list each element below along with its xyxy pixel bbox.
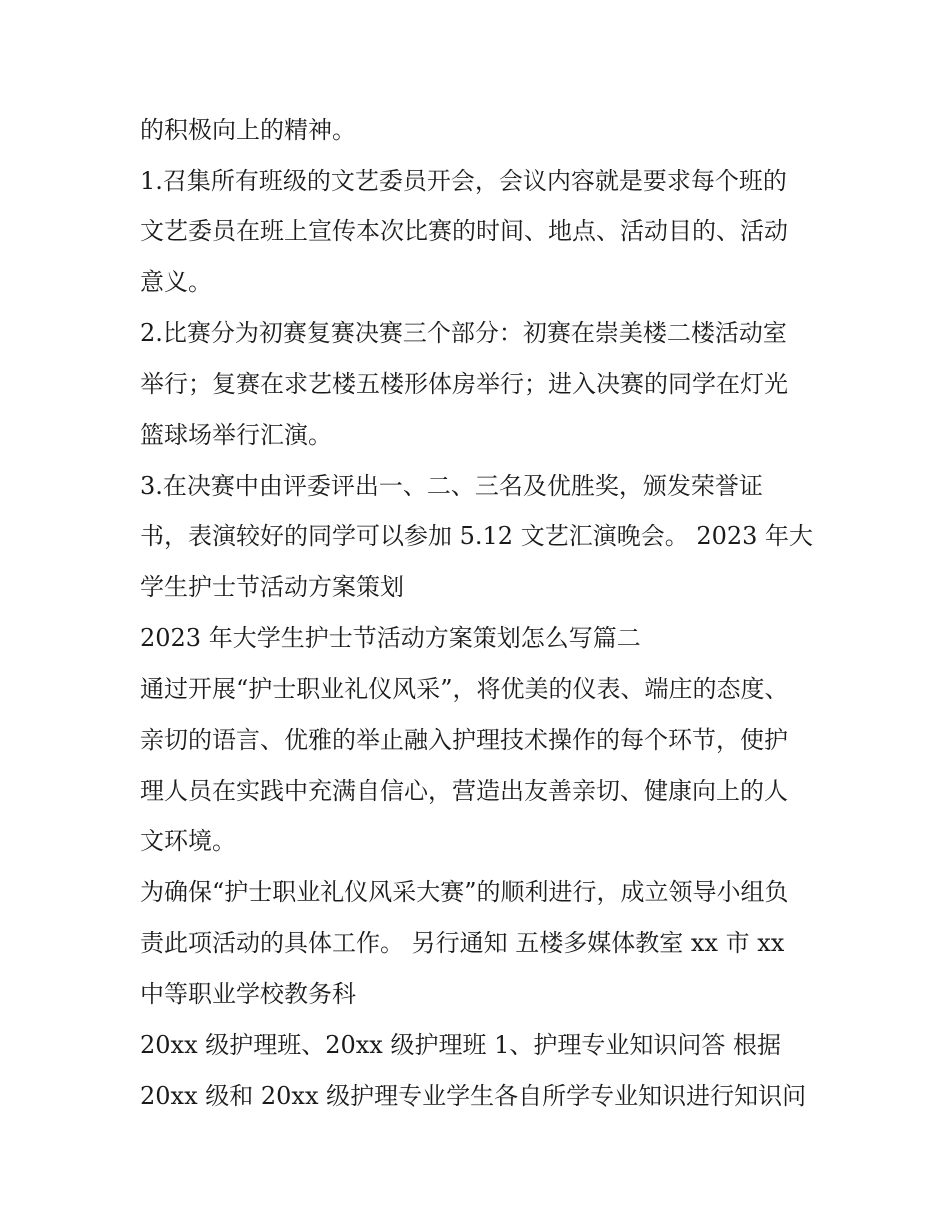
text-line: 为确保“护士职业礼仪风采大赛”的顺利进行，成立领导小组负 <box>140 878 789 906</box>
text-line: 文环境。 <box>140 827 236 855</box>
text-line: 2023 年大学生护士节活动方案策划怎么写篇二 <box>140 624 641 652</box>
text-line: 亲切的语言、优雅的举止融入护理技术操作的每个环节，使护 <box>140 726 788 754</box>
text-line: 通过开展“护士职业礼仪风采”，将优美的仪表、端庄的态度、 <box>140 675 789 703</box>
text-line: 的积极向上的精神。 <box>140 116 356 144</box>
text-line: 篮球场举行汇演。 <box>140 421 332 449</box>
text-line: 文艺委员在班上宣传本次比赛的时间、地点、活动目的、活动 <box>140 217 788 245</box>
text-line: 学生护士节活动方案策划 <box>140 573 404 601</box>
text-line: 举行；复赛在求艺楼五楼形体房举行；进入决赛的同学在灯光 <box>140 370 788 398</box>
text-line: 1.召集所有班级的文艺委员开会，会议内容就是要求每个班的 <box>140 167 787 195</box>
text-line: 中等职业学校教务科 <box>140 980 356 1008</box>
text-line: 理人员在实践中充满自信心，营造出友善亲切、健康向上的人 <box>140 777 788 805</box>
text-line: 20xx 级和 20xx 级护理专业学生各自所学专业知识进行知识问 <box>140 1082 807 1110</box>
text-line: 20xx 级护理班、20xx 级护理班 1、护理专业知识问答 根据 <box>140 1031 782 1059</box>
text-line: 责此项活动的具体工作。 另行通知 五楼多媒体教室 xx 市 xx <box>140 929 785 957</box>
text-line: 3.在决赛中由评委评出一、二、三名及优胜奖，颁发荣誉证 <box>140 472 763 500</box>
text-line: 2.比赛分为初赛复赛决赛三个部分：初赛在崇美楼二楼活动室 <box>140 319 787 347</box>
text-line: 书，表演较好的同学可以参加 5.12 文艺汇演晚会。 2023 年大 <box>140 522 814 550</box>
text-line: 意义。 <box>140 268 212 296</box>
